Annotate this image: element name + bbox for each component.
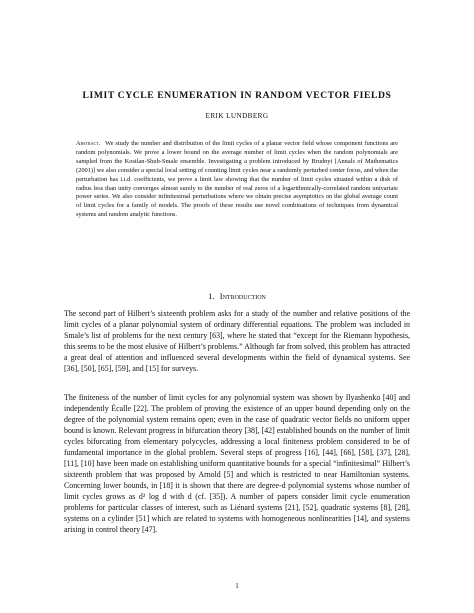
intro-paragraph-1: The second part of Hilbert’s sixteenth problem asks for a study of the number and relative positions of the limit cycles of a planar polynomial system of ordinary differential equations. The problem was included in Smale’s list of problems for the next century [63], where he stated that “except for the Riemann hypothesis, this seems to be the most elusive of Hilbert’s problems.” Although far from solved, this problem has attracted a great deal of attention and influenced several developments within the field of dynamical systems. See [36], [50], [65], [59], and [15] for surveys. xyxy=(64,309,410,373)
intro-paragraph-2: The finiteness of the number of limit cycles for any polynomial system was shown by Ilyashenko [40] and independently Écalle [22]. The problem of proving the existence of an upper bound depending only on the degree of the polynomial system remains open; even in the case of quadratic vector fields no uniform upper bound is known. Relevant progress in bifurcation theory [38], [42] established bounds on the number of limit cycles bifurcating from elementary polycycles, addressing a local finiteness problem considered to be of fundamental importance in the global problem. Several steps of progress [16], [44], [66], [58], [37], [28], [11], [10] have been made on establishing uniform quantitative bounds for a special “infinitesimal” Hilbert’s sixteenth problem that was proposed by Arnold [5] and which is restricted to near Hamiltonian systems. Concerning lower bounds, in [18] it is shown that there are degree-d polynomial systems whose number of limit cycles grows as d² log d with d (cf. [35]). A number of papers consider limit cycle enumeration problems for particular classes of interest, such as Liénard systems [21], [52], quadratic systems [8], [28], systems on a cylinder [51] which are related to systems with homogeneous nonlinearities [14], and systems arising in control theory [47]. xyxy=(64,393,410,534)
page-number: 1 xyxy=(235,582,239,590)
paper-title: LIMIT CYCLE ENUMERATION IN RANDOM VECTOR FIELDS xyxy=(82,90,392,101)
abstract-label: Abstract. xyxy=(76,140,101,147)
section-number: 1. xyxy=(208,291,215,301)
abstract-text: We study the number and distribution of the limit cycles of a planar vector field whose component functions are random polynomials. We prove a lower bound on the average number of limit cycles when the random polynomials are sampled from the Kostlan-Shub-Smale ensemble. Investigating a problem introduced by Brudnyi [Annals of Mathematics (2001)] we also consider a special local setting of counting limit cycles near a randomly perturbed center focus, and when the perturbation has i.i.d. coefficients, we prove a limit law showing that the number of limit cycles situated within a disk of radius less than unity converges almost surely to the number of real zeros of a logarithmically-correlated random univariate power series. We also consider infinitesimal perturbations where we obtain precise asymptotics on the global average count of limit cycles for a family of models. The proofs of these results use novel combinations of techniques from dynamical systems and random analytic functions. xyxy=(76,140,398,219)
paper-author: ERIK LUNDBERG xyxy=(205,112,269,120)
abstract xyxy=(76,140,398,220)
section-title: Introduction xyxy=(219,291,266,301)
section-heading xyxy=(40,291,434,301)
